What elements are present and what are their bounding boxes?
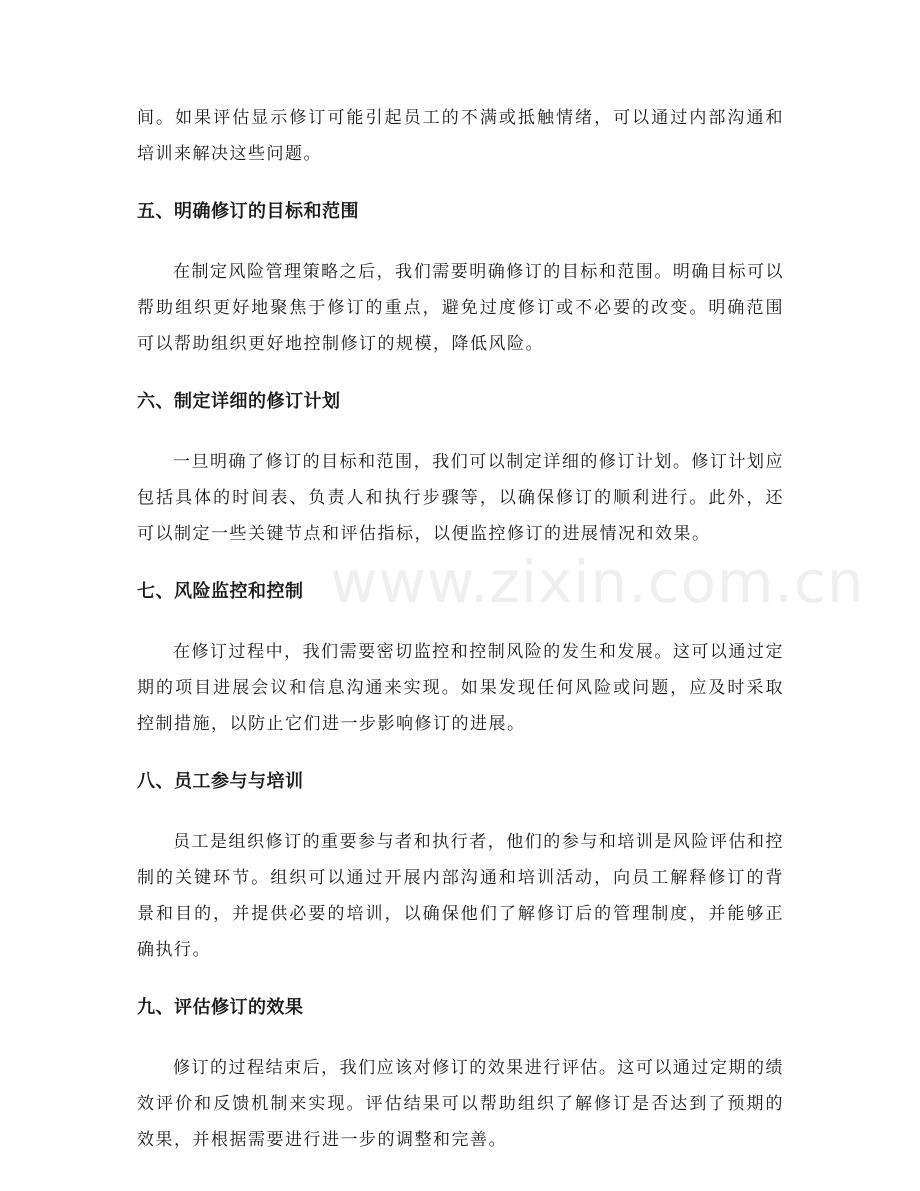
intro-paragraph: 间。如果评估显示修订可能引起员工的不满或抵触情绪，可以通过内部沟通和培训来解决这些问题。 xyxy=(137,108,784,164)
section-body-6: 一旦明确了修订的目标和范围，我们可以制定详细的修订计划。修订计划应包括具体的时间表、负责人和执行步骤等，以确保修订的顺利进行。此外，还可以制定一些关键节点和评估指标，以便监控修订的进展情况和效果。 xyxy=(137,452,784,544)
section-body-8: 员工是组织修订的重要参与者和执行者，他们的参与和培训是风险评估和控制的关键环节。组织可以通过开展内部沟通和培训活动，向员工解释修订的背景和目的，并提供必要的培训，以确保他们了解修订后的管理制度，并能够正确执行。 xyxy=(137,832,784,960)
watermark: www.zixin.com.cn xyxy=(330,548,865,616)
document-page xyxy=(137,100,784,1158)
section-heading-8: 八、员工参与与培训 xyxy=(137,771,304,792)
section-body-7: 在修订过程中，我们需要密切监控和控制风险的发生和发展。这可以通过定期的项目进展会议和信息沟通来实现。如果发现任何风险或问题，应及时采取控制措施，以防止它们进一步影响修订的进展。 xyxy=(137,642,784,734)
section-body-9: 修订的过程结束后，我们应该对修订的效果进行评估。这可以通过定期的绩效评价和反馈机制来实现。评估结果可以帮助组织了解修订是否达到了预期的效果，并根据需要进行进一步的调整和完善。 xyxy=(137,1058,784,1150)
section-heading-9: 九、评估修订的效果 xyxy=(137,997,304,1018)
section-body-5: 在制定风险管理策略之后，我们需要明确修订的目标和范围。明确目标可以帮助组织更好地聚焦于修订的重点，避免过度修订或不必要的改变。明确范围可以帮助组织更好地控制修订的规模，降低风险。 xyxy=(137,262,784,354)
section-heading-7: 七、风险监控和控制 xyxy=(137,581,304,602)
section-heading-6: 六、制定详细的修订计划 xyxy=(137,391,341,412)
section-heading-5: 五、明确修订的目标和范围 xyxy=(137,201,359,222)
